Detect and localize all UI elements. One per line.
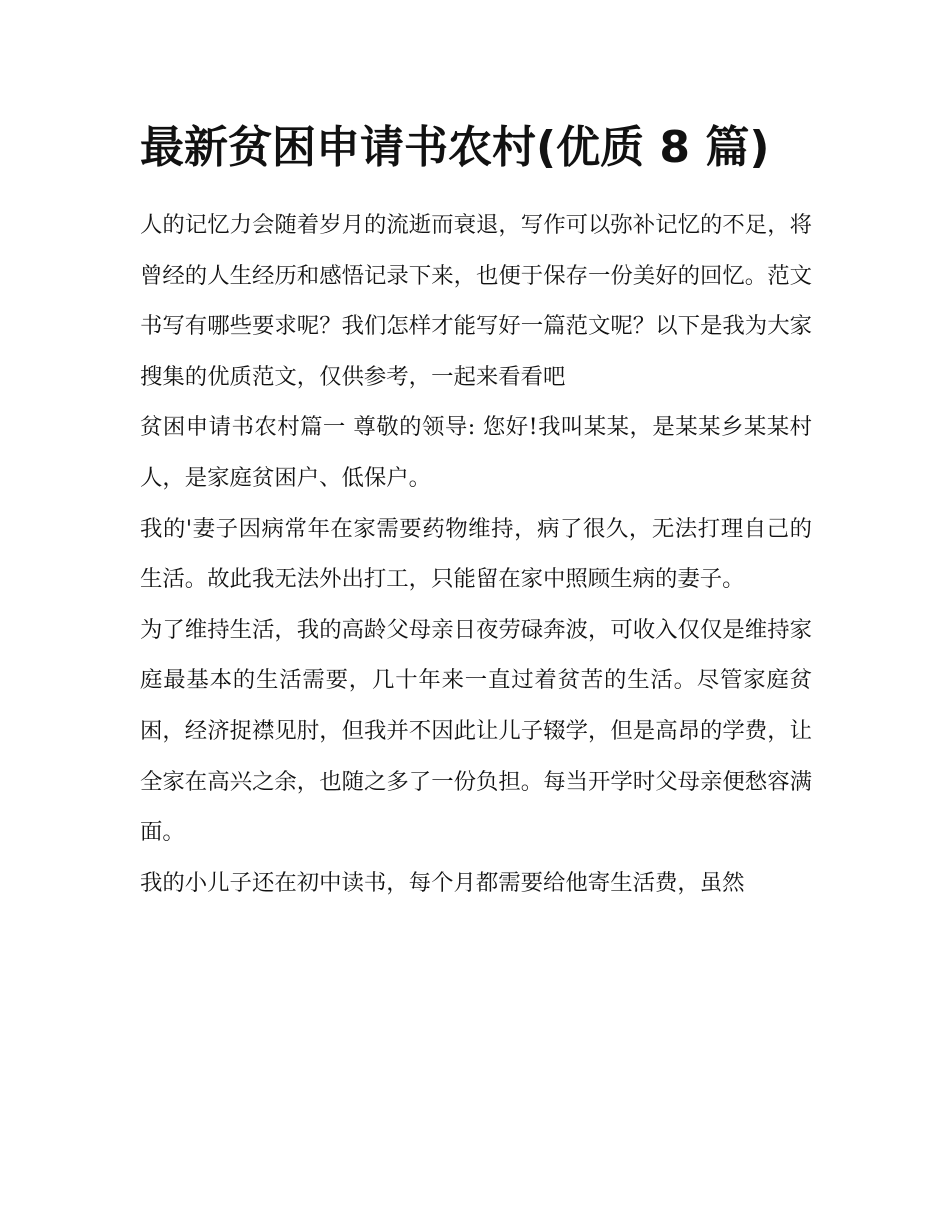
document-content <box>140 116 812 908</box>
paragraph-wife: 我的'妻子因病常年在家需要药物维持，病了很久，无法打理自己的生活。故此我无法外出打工，只能留在家中照顾生病的妻子。 <box>140 515 812 593</box>
paragraph-greeting: 贫困申请书农村篇一 尊敬的领导: 您好!我叫某某，是某某乡某某村人，是家庭贫困户、低保户。 <box>140 414 812 491</box>
paragraph-intro: 人的记忆力会随着岁月的流逝而衰退，写作可以弥补记忆的不足，将曾经的人生经历和感悟记录下来，也便于保存一份美好的回忆。范文书写有哪些要求呢？我们怎样才能写好一篇范文呢？以下是我为大家搜集的优质范文，仅供参考，一起来看看吧 <box>140 212 812 390</box>
document-title: 最新贫困申请书农村(优质 8 篇) <box>140 122 770 173</box>
paragraph-son: 我的小儿子还在初中读书，每个月都需要给他寄生活费，虽然 <box>140 869 745 896</box>
paragraph-parents: 为了维持生活，我的高龄父母亲日夜劳碌奔波，可收入仅仅是维持家庭最基本的生活需要，几十年来一直过着贫苦的生活。尽管家庭贫困，经济捉襟见肘，但我并不因此让儿子辍学，但是高昂的学费，让全家在高兴之余，也随之多了一份负担。每当开学时父母亲便愁容满面。 <box>140 616 812 846</box>
